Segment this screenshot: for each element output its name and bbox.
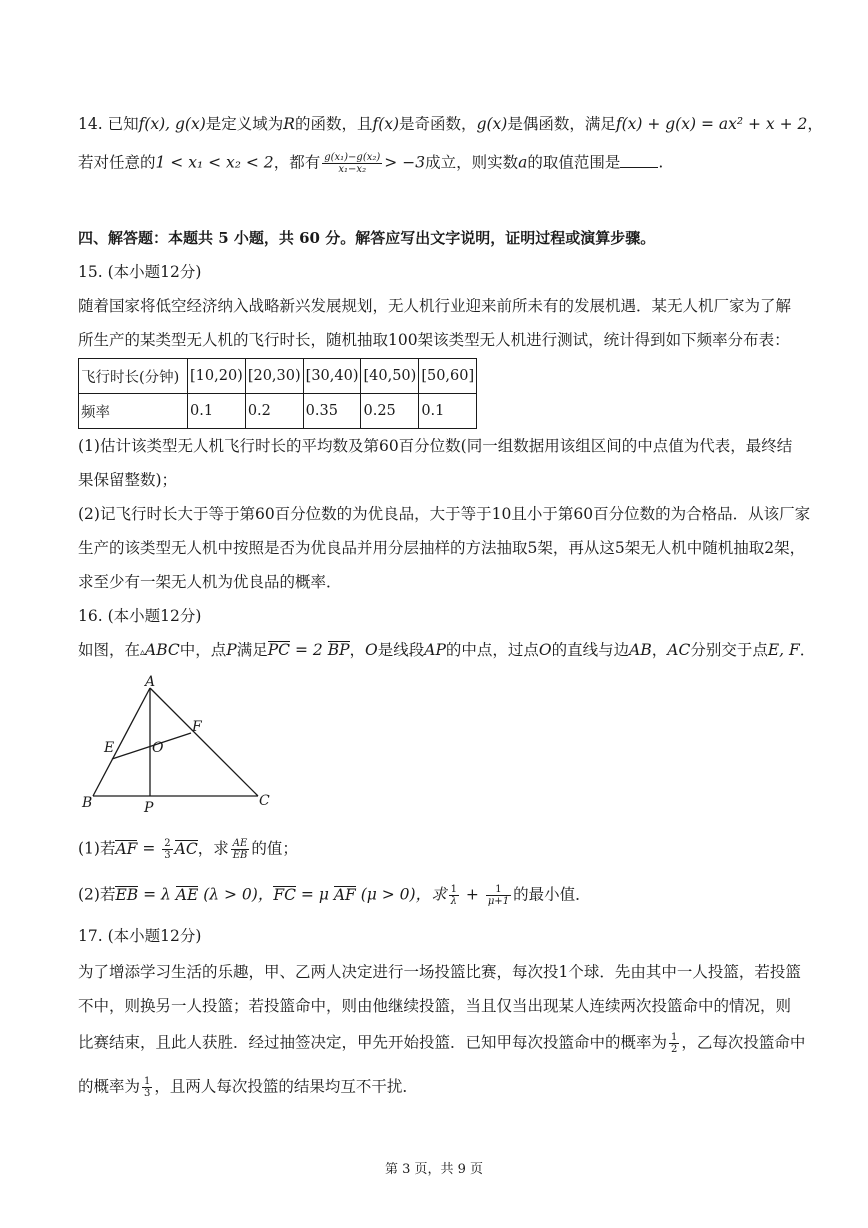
q16-subquestion-1: [78, 838, 298, 861]
label-E: E: [104, 740, 115, 756]
q17-text: 的概率为: [78, 1077, 141, 1096]
q16-text: ．: [799, 641, 816, 659]
q14-text: ，都有: [273, 153, 321, 172]
q14-text: 是奇函数，: [399, 115, 477, 133]
q14-text: 的取值范围是: [527, 153, 621, 172]
frac-denominator: μ+1: [487, 896, 510, 907]
q16-text: ，: [651, 641, 668, 659]
label-A: A: [145, 674, 156, 690]
section-heading: 四、解答题：本题共 5 小题，共 60 分。解答应写出文字说明，证明过程或演算步骤。: [78, 229, 656, 247]
q14-math: f(x): [372, 115, 400, 133]
vector-EB: EB: [115, 885, 139, 904]
q14-text: 成立，则实数: [425, 153, 519, 172]
frac-numerator: 1: [671, 1032, 678, 1043]
label-B: B: [82, 795, 93, 811]
q15-subquestion-line: 求至少有一架无人机为优良品的概率．: [78, 573, 342, 591]
vector-BP: BP: [327, 641, 350, 659]
q14-text: ，: [807, 115, 823, 133]
table-cell: 0.25: [361, 394, 419, 429]
q14-math: f(x), g(x): [138, 115, 206, 133]
vector-AF: AF: [333, 885, 356, 904]
table-cell: 0.1: [419, 394, 477, 429]
triangle-icon: ▵: [140, 647, 146, 658]
q16-math: = λ: [138, 885, 176, 904]
frac-denominator: 2: [671, 1044, 678, 1055]
vector-AC: AC: [174, 839, 198, 858]
fraction-1-mu-plus-1: [486, 884, 511, 907]
frac-numerator: 1: [486, 884, 511, 896]
q16-text: 的直线与边: [551, 641, 630, 659]
q14-text: 是定义域为: [205, 115, 284, 133]
q16-math: ABC: [145, 641, 180, 659]
label-P: P: [144, 800, 154, 816]
table-cell: 0.2: [245, 394, 303, 429]
frac-denominator: λ: [450, 896, 457, 907]
q16-text: 的最小值．: [513, 885, 591, 904]
q16-math: = 2: [290, 641, 328, 659]
q17-text: ，且两人每次投篮的结果均互不干扰．: [154, 1077, 418, 1096]
vector-FC: FC: [273, 885, 296, 904]
q16-subquestion-2: [78, 884, 591, 907]
table-cell: [40,50): [361, 359, 419, 394]
table-cell: [20,30): [245, 359, 303, 394]
q15-subquestion-line: 生产的该类型无人机中按照是否为优良品并用分层抽样的方法抽取5架，再从这5架无人机中随机抽取2架，: [78, 539, 806, 557]
q14-math: > −3: [384, 153, 426, 172]
q14-math: R: [283, 115, 295, 133]
q14-line2: [78, 152, 663, 175]
q16-math: AP: [424, 641, 446, 659]
q15-subquestion-line: (1)估计该类型无人机飞行时长的平均数及第60百分位数(同一组数据用该组区间的中点值为代表，最终结: [78, 437, 793, 455]
table-cell: [30,40): [303, 359, 361, 394]
q14-math: a: [518, 153, 528, 172]
q16-text: 是线段: [377, 641, 425, 659]
q14-text: 14. 已知: [78, 115, 139, 133]
table-cell: 频率: [79, 394, 188, 429]
q16-header: 16. (本小题12分): [78, 607, 202, 625]
q16-stem: [78, 640, 815, 663]
triangle-figure: [78, 672, 288, 822]
q14-line1: [78, 114, 823, 134]
frac-denominator: x₁−x₂: [338, 164, 367, 175]
fraction-1-2: [669, 1032, 679, 1055]
fraction-1-3: [142, 1076, 152, 1099]
q17-paragraph-line: [78, 1032, 805, 1055]
label-C: C: [259, 793, 270, 809]
frac-denominator: 3: [144, 1088, 151, 1099]
q16-math: AB: [629, 641, 652, 659]
q17-paragraph-line: 为了增添学习生活的乐趣，甲、乙两人决定进行一场投篮比赛，每次投1个球．先由其中一人投篮，若投篮: [78, 963, 801, 981]
q16-math: =: [137, 839, 161, 858]
frac-numerator: g(x₁)−g(x₂): [324, 152, 381, 163]
table-row: [79, 359, 477, 394]
frequency-table: [78, 358, 477, 429]
vector-AE: AE: [175, 885, 199, 904]
frac-numerator: 2: [164, 838, 171, 849]
table-row: [79, 394, 477, 429]
frac-denominator: 3: [164, 850, 171, 861]
q16-math: P: [226, 641, 237, 659]
q16-text: 中，点: [179, 641, 227, 659]
q15-subquestion-line: 果保留整数)；: [78, 471, 178, 489]
table-cell: [10,20): [188, 359, 246, 394]
side-AC: [150, 688, 258, 796]
q16-math: E, F: [767, 641, 800, 659]
q17-text: ，乙每次投篮命中: [681, 1033, 806, 1052]
q16-text: (1)若: [78, 839, 116, 858]
q16-text: ，: [349, 641, 366, 659]
table-cell: 0.35: [303, 394, 361, 429]
q16-text: 的中点，过点: [445, 641, 539, 659]
q16-text: ，求: [197, 839, 229, 858]
fraction-AE-EB: [231, 838, 250, 861]
q15-subquestion-line: (2)记飞行时长大于等于第60百分位数的为优良品，大于等于10且小于第60百分位数的为合格品．从该厂家: [78, 505, 811, 523]
frac-numerator: 1: [450, 884, 457, 895]
vector-PC: PC: [267, 641, 291, 659]
q16-math: O: [365, 641, 378, 659]
q14-math: g(x): [476, 115, 508, 133]
q17-text: 比赛结束，且此人获胜．经过抽签决定，甲先开始投篮．已知甲每次投篮命中的概率为: [78, 1033, 668, 1052]
q14-text: 若对任意的: [78, 153, 156, 172]
frac-numerator: 1: [144, 1076, 151, 1087]
q16-math: (μ > 0)，求: [355, 885, 447, 904]
q14-text: 是偶函数，满足: [507, 115, 616, 133]
q14-math: 1 < x₁ < x₂ < 2: [155, 153, 274, 172]
q17-paragraph-line: 不中，则换另一人投篮；若投篮命中，则由他继续投篮，当且仅当出现某人连续两次投篮命中的情况，则: [78, 997, 792, 1015]
q16-math: +: [460, 885, 484, 904]
page-footer: 第 3 页，共 9 页: [384, 1162, 484, 1177]
vector-AF: AF: [115, 839, 138, 858]
q16-text: 的值；: [251, 839, 298, 858]
q15-paragraph-line: 所生产的某类型无人机的飞行时长，随机抽取100架该类型无人机进行测试，统计得到如下频率分布表：: [78, 331, 790, 349]
q14-text: 的函数，且: [294, 115, 373, 133]
side-AB: [93, 688, 150, 796]
table-cell: 飞行时长(分钟): [79, 359, 188, 394]
frac-numerator: AE: [231, 838, 250, 850]
q15-paragraph-line: 随着国家将低空经济纳入战略新兴发展规划，无人机行业迎来前所未有的发展机遇．某无人机厂家为了解: [78, 297, 792, 315]
q16-math: = μ: [295, 885, 334, 904]
q16-text: (2)若: [78, 885, 116, 904]
q16-text: 分别交于点: [690, 641, 768, 659]
table-cell: [50,60]: [419, 359, 477, 394]
q16-math: (λ > 0)，: [198, 885, 274, 904]
fraction-2-3: [162, 838, 172, 861]
label-F: F: [192, 719, 202, 735]
frac-denominator: EB: [232, 850, 248, 861]
q16-math: O: [538, 641, 552, 659]
q17-paragraph-line: [78, 1076, 418, 1099]
answer-blank: [620, 153, 658, 168]
q16-text: 如图，在: [78, 641, 141, 659]
fraction-1-lambda: [449, 884, 459, 907]
q14-text: .: [658, 153, 664, 172]
label-O: O: [152, 740, 164, 756]
q14-math: f(x) + g(x) = ax² + x + 2: [615, 115, 808, 133]
q16-text: 满足: [236, 641, 268, 659]
table-cell: 0.1: [188, 394, 246, 429]
q15-header: 15. (本小题12分): [78, 263, 202, 281]
q14-fraction: [322, 152, 382, 175]
q17-header: 17. (本小题12分): [78, 927, 202, 945]
q16-math: AC: [667, 641, 691, 659]
